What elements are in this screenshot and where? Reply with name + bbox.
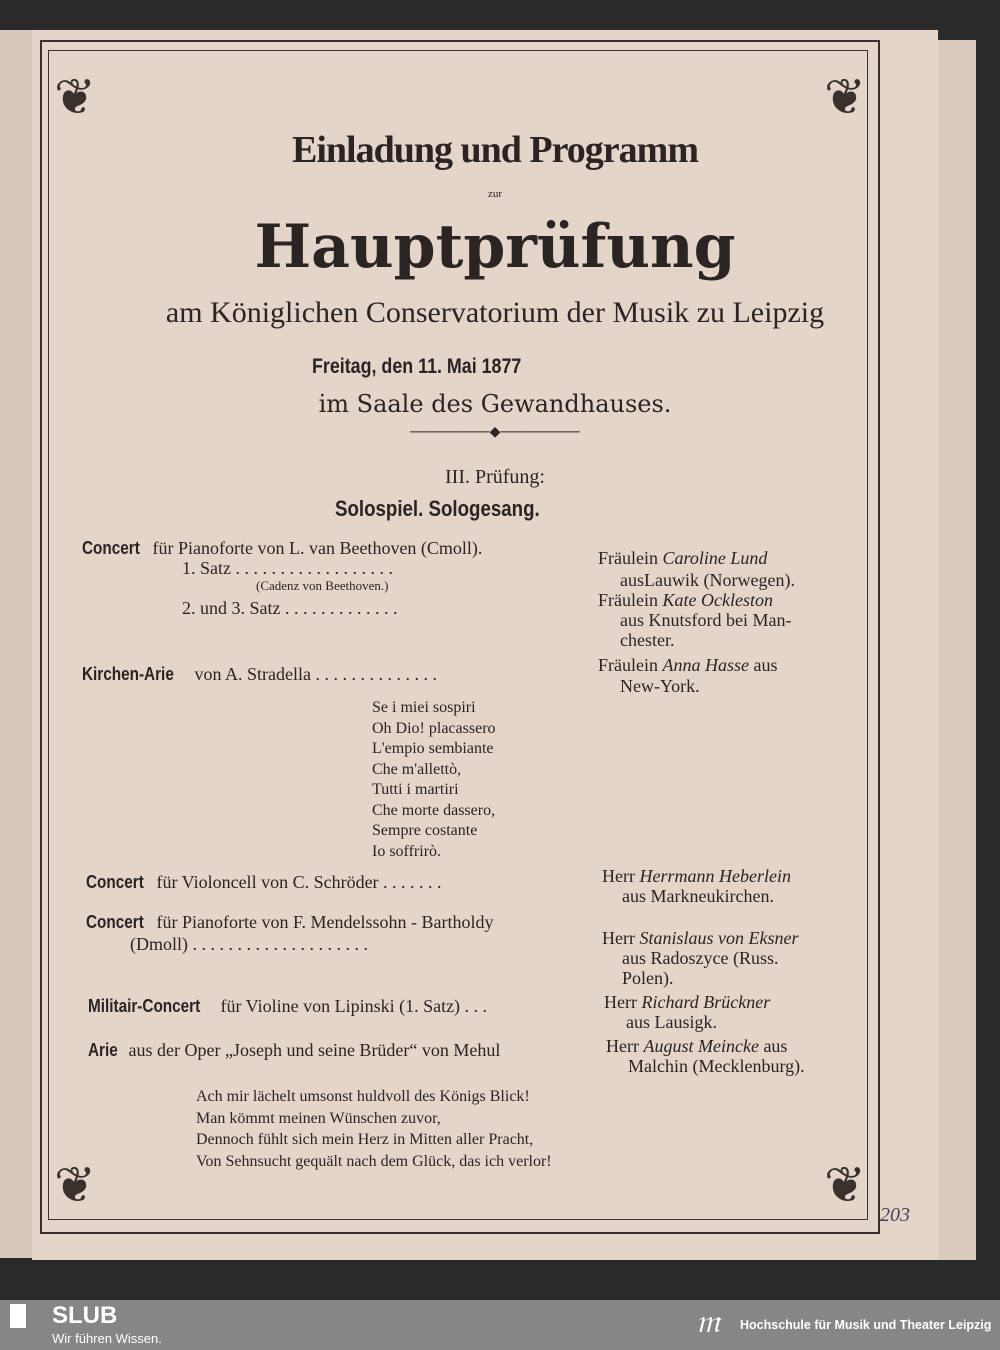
lyric-line: Tutti i martiri (372, 781, 459, 798)
lyric-line: L'empio sembiante (372, 740, 494, 757)
slub-logo[interactable]: SLUB (52, 1302, 118, 1329)
hmt-name[interactable]: Hochschule für Musik und Theater Leipzig (740, 1318, 992, 1332)
divider: ────────◆──────── (410, 425, 580, 440)
performer: Fräulein Kate Ockleston (598, 590, 773, 610)
program-item: Concert für Pianoforte von L. van Beethoven (Cmoll). (82, 538, 483, 558)
lyric-line: Se i miei sospiri (372, 699, 476, 716)
page-number: 203 (880, 1204, 910, 1226)
italian-lyrics (372, 698, 496, 862)
lyric-line: Man kömmt meinen Wünschen zuvor, (196, 1109, 441, 1127)
date: Freitag, den 11. Mai 1877 (312, 355, 522, 378)
lyric-line: Dennoch fühlt sich mein Herz in Mitten aller Pracht, (196, 1131, 534, 1148)
program-item: Militair-Concert für Violine von Lipinski (1. Satz) . . . (88, 996, 488, 1016)
corner-ornament-icon: ❦ (824, 1157, 866, 1213)
subtitle: Solospiel. Sologesang. (335, 496, 540, 521)
movement: 2. und 3. Satz . . . . . . . . . . . . . (182, 598, 398, 618)
performer: Fräulein Anna Hasse aus (598, 655, 778, 675)
lyric-line: Ach mir lächelt umsonst huldvoll des Königs Blick! (196, 1088, 530, 1105)
program-item: Concert für Violoncell von C. Schröder . . . . . . . (86, 872, 442, 892)
program-item: Concert für Pianoforte von F. Mendelssohn - Bartholdy (86, 912, 494, 932)
lyric-line: Oh Dio! placassero (372, 719, 496, 737)
performer: Fräulein Caroline Lund (598, 548, 768, 568)
lyric-line: Che morte dassero, (372, 801, 496, 819)
exam-heading: III. Prüfung: (445, 466, 545, 488)
lyric-line: Io soffrirò. (372, 842, 442, 860)
movement: 1. Satz . . . . . . . . . . . . . . . . . . (182, 558, 393, 578)
corner-ornament-icon: ❦ (54, 1157, 96, 1213)
corner-ornament-icon: ❦ (54, 69, 96, 125)
performer: Herr Herrmann Heberlein (602, 866, 791, 886)
performer: Herr Richard Brückner (604, 992, 771, 1012)
performer: Herr August Meincke aus (606, 1036, 788, 1056)
lyric-line: Che m'allettò, (372, 760, 462, 778)
lyric-line: Von Sehnsucht gequält nach dem Glück, das ich verlor! (196, 1152, 552, 1170)
institution: am Königlichen Conservatorium der Musik zu Leipzig (165, 296, 825, 329)
corner-ornament-icon: ❦ (824, 69, 866, 125)
title: Einladung und Programm (292, 129, 698, 171)
slub-book-icon (10, 1304, 26, 1328)
venue: im Saale des Gewandhauses. (318, 390, 672, 418)
hmt-logo-icon: 𝔪 (696, 1302, 721, 1340)
note: (Cadenz von Beethoven.) (256, 578, 389, 593)
zur: zur (487, 188, 503, 200)
main-title: Hauptprüfung (254, 212, 736, 282)
program-item: Kirchen-Arie von A. Stradella . . . . . . . . . . . . . . (82, 664, 437, 684)
slub-slogan: Wir führen Wissen. (52, 1331, 162, 1346)
performer: Herr Stanislaus von Eksner (602, 928, 799, 948)
program-item: Arie aus der Oper „Joseph und seine Brüder“ von Mehul (88, 1040, 501, 1060)
german-lyrics (196, 1086, 552, 1172)
lyric-line: Sempre costante (372, 822, 478, 839)
origin: ausLauwik (Norwegen). (620, 570, 795, 590)
footer-bar (0, 1300, 1000, 1350)
